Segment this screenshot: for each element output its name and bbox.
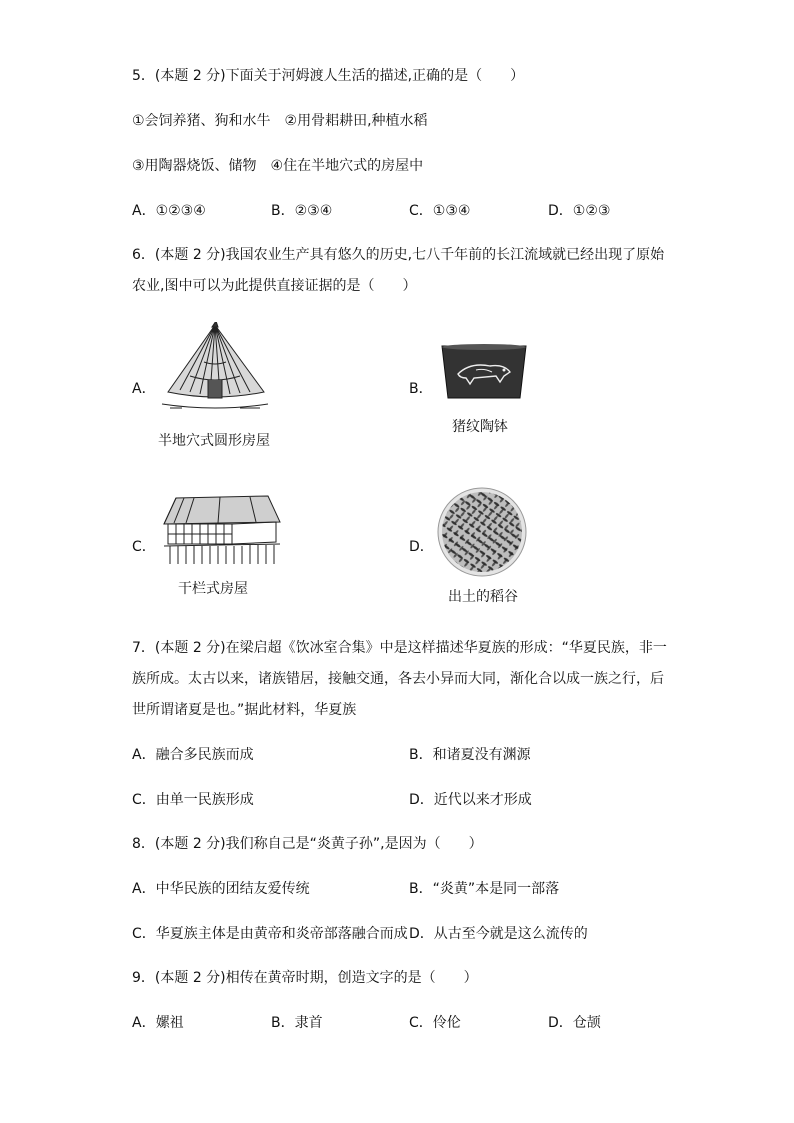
- q6-choice-d-letter: D．: [409, 539, 434, 555]
- q8-stem: 8．(本题 2 分)我们称自己是“炎黄子孙”,是因为（ ）: [132, 836, 483, 852]
- q9-option-d: D．仓颉: [548, 1015, 601, 1031]
- q7-stem-line-2: 族所成。太古以来，诸族错居，接触交通，各去小异而大同，渐化合以成一族之行，后: [132, 671, 664, 687]
- rice-grains-icon: [436, 486, 528, 578]
- q6-choice-a-letter: A．: [132, 381, 156, 397]
- q7-option-c: C．由单一民族形成: [132, 792, 254, 808]
- q8-option-b: B．“炎黄”本是同一部落: [409, 881, 560, 897]
- round-hut-icon: [160, 322, 270, 414]
- q5-stem: 5．(本题 2 分)下面关于河姆渡人生活的描述,正确的是（ ）: [132, 68, 525, 84]
- q7-stem-line-1: 7．(本题 2 分)在梁启超《饮冰室合集》中是这样描述华夏族的形成：“华夏民族，非一: [132, 640, 667, 656]
- q8-option-d: D．从古至今就是这么流传的: [409, 926, 588, 942]
- q9-option-c: C．伶伦: [409, 1015, 461, 1031]
- q5-option-c: C．①③④: [409, 203, 471, 219]
- q9-option-b: B．隶首: [271, 1015, 323, 1031]
- q6-choice-b-caption: 猪纹陶钵: [452, 419, 508, 435]
- q6-choice-c-letter: C．: [132, 539, 156, 555]
- q5-option-d: D．①②③: [548, 203, 611, 219]
- q7-option-d: D．近代以来才形成: [409, 792, 532, 808]
- pig-pottery-bowl-icon: [440, 342, 528, 402]
- q8-option-c: C．华夏族主体是由黄帝和炎帝部落融合而成: [132, 926, 408, 942]
- q6-choice-c-caption: 干栏式房屋: [178, 581, 248, 597]
- q6-choice-a-caption: 半地穴式圆形房屋: [158, 433, 270, 449]
- q6-choice-b-letter: B．: [409, 381, 433, 397]
- q6-stem-line-1: 6．(本题 2 分)我国农业生产具有悠久的历史,七八千年前的长江流域就已经出现了原始: [132, 247, 665, 263]
- q6-choice-d-caption: 出土的稻谷: [448, 589, 518, 605]
- q5-option-a: A．①②③④: [132, 203, 206, 219]
- q7-option-a: A．融合多民族而成: [132, 747, 254, 763]
- q5-option-b: B．②③④: [271, 203, 333, 219]
- q8-option-a: A．中华民族的团结友爱传统: [132, 881, 310, 897]
- q9-stem: 9．(本题 2 分)相传在黄帝时期，创造文字的是（ ）: [132, 970, 478, 986]
- q9-option-a: A．嫘祖: [132, 1015, 184, 1031]
- q5-statement-2: ③用陶器烧饭、储物 ④住在半地穴式的房屋中: [132, 158, 424, 174]
- stilt-house-icon: [160, 492, 282, 566]
- q7-option-b: B．和诸夏没有渊源: [409, 747, 531, 763]
- q5-statement-1: ①会饲养猪、狗和水牛 ②用骨耜耕田,种植水稻: [132, 113, 428, 129]
- q6-stem-line-2: 农业,图中可以为此提供直接证据的是（ ）: [132, 278, 417, 294]
- q7-stem-line-3: 世所谓诸夏是也。”据此材料，华夏族: [132, 702, 357, 718]
